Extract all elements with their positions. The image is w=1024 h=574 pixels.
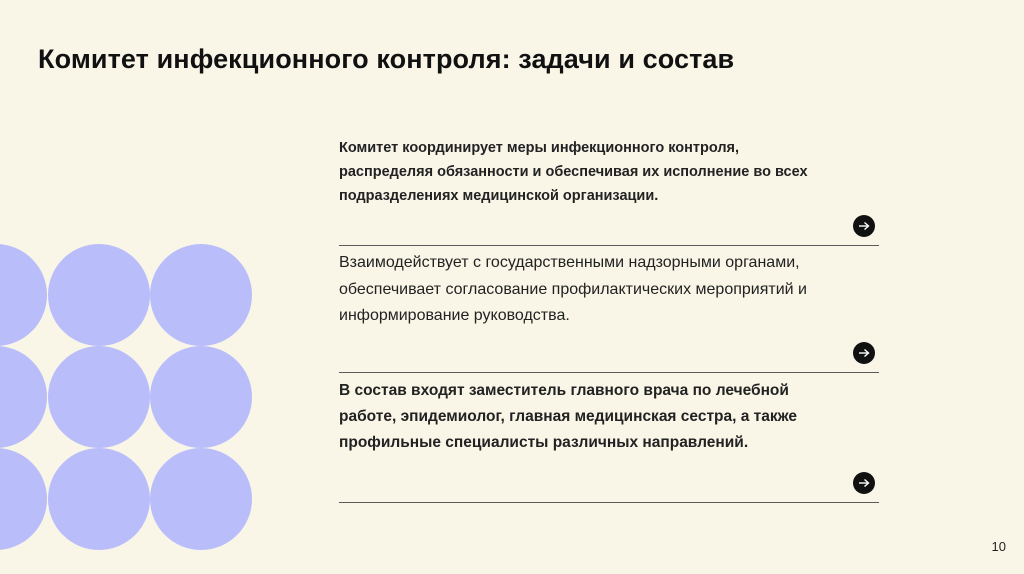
list-item (339, 246, 879, 373)
list-item-text: Комитет координирует меры инфекционного контроля, распределяя обязанности и обеспечивая их исполнение во всех подразделениях медицинской организации. (339, 140, 808, 204)
decor-circle (0, 448, 47, 550)
decor-circle (150, 244, 252, 346)
arrow-right-icon[interactable] (853, 215, 875, 237)
arrow-right-icon[interactable] (853, 472, 875, 494)
decor-circle (0, 244, 47, 346)
decor-circle (48, 346, 150, 448)
decor-circle (48, 244, 150, 346)
decorative-dot-grid (0, 0, 260, 574)
list-item (339, 373, 879, 503)
list-item (339, 134, 879, 246)
content-list (339, 134, 879, 503)
slide-title: Комитет инфекционного контроля: задачи и состав (38, 44, 735, 74)
page-number: 10 (991, 539, 1006, 554)
arrow-right-icon[interactable] (853, 342, 875, 364)
decor-circle (48, 448, 150, 550)
decor-circle (0, 346, 47, 448)
list-item-text: В состав входят заместитель главного врача по лечебной работе, эпидемиолог, главная медицинская сестра, а также профильные специалисты различных направлений. (339, 382, 798, 451)
decor-circle (150, 346, 252, 448)
list-item-text: Взаимодействует с государственными надзорными органами, обеспечивает согласование профилактических мероприятий и информирование руководства. (339, 254, 807, 324)
decor-circle (150, 448, 252, 550)
